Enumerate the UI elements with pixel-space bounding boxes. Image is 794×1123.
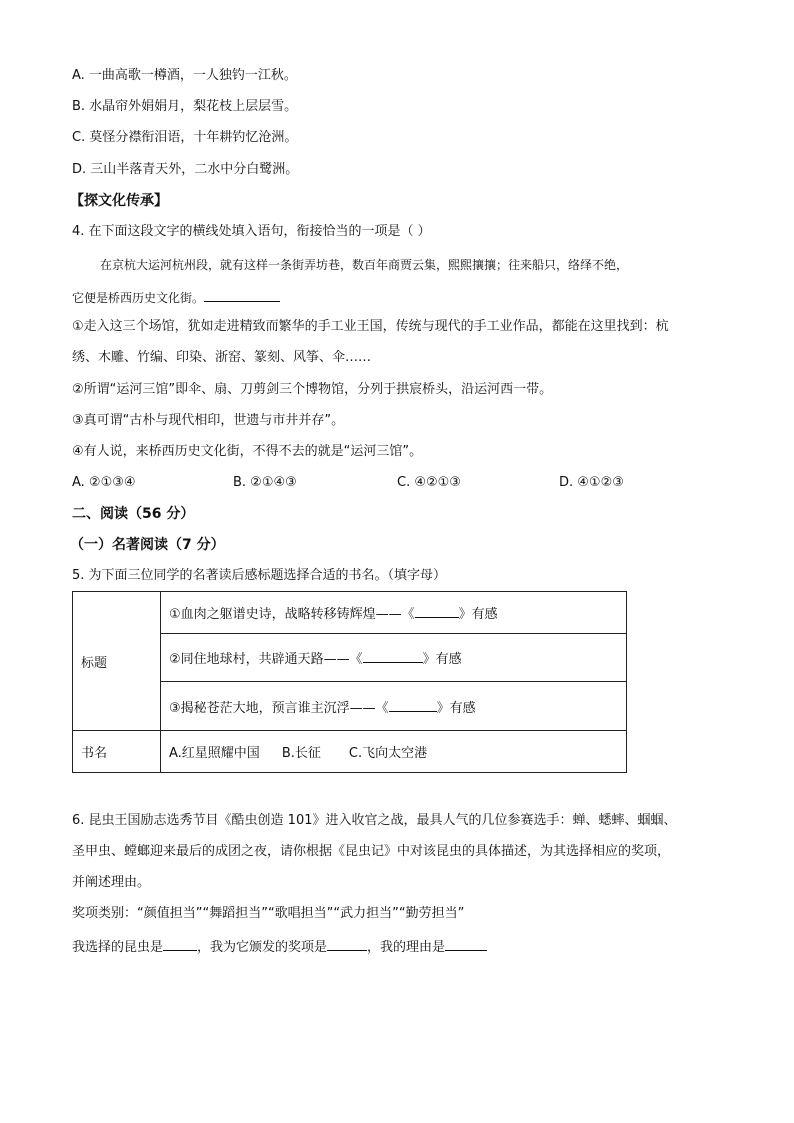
- q6-answer-line: [72, 936, 487, 957]
- q3-option-b: B. 水晶帘外娟娟月，梨花枝上层层雪。: [72, 99, 298, 114]
- answer-text-1: 我选择的昆虫是: [72, 940, 164, 955]
- title-2-before: ②同住地球村，共辟通天路——《: [169, 652, 363, 667]
- table-label-titles: 标题: [73, 592, 161, 731]
- q4-option-d: D. ④①②③: [559, 475, 624, 490]
- title-3-before: ③揭秘苍茫大地，预言谁主沉浮——《: [169, 700, 389, 716]
- q4-answer-blank: [204, 287, 280, 302]
- book-b: B.长征: [281, 746, 321, 761]
- title-cell-3: [161, 682, 627, 731]
- title-1-after: 》有感: [458, 607, 498, 622]
- title-cell-1: [161, 592, 627, 634]
- q5-stem: 5. 为下面三位同学的名著读后感标题选择合适的书名。（填字母）: [72, 568, 447, 583]
- table-row: [73, 731, 627, 773]
- title-3-after: 》有感: [436, 700, 476, 716]
- q3-option-d: D. 三山半落青天外，二水中分白鹭洲。: [72, 162, 299, 177]
- title-1-blank: [415, 603, 459, 618]
- title-cell-2: [161, 634, 627, 682]
- table-label-books: 书名: [73, 731, 161, 773]
- insect-blank: [163, 936, 197, 951]
- title-3-blank: [389, 697, 437, 712]
- q4-options-row: [72, 474, 672, 492]
- title-2-after: 》有感: [422, 652, 462, 667]
- books-cell: [161, 731, 627, 773]
- q4-passage-line1: 在京杭大运河杭州段，就有这样一条街弄坊巷，数百年商贾云集，熙熙攘攘；往来船只，络绎不绝，: [100, 258, 629, 272]
- q3-option-c: C. 莫怪分襟衔泪语，十年耕钓忆沧洲。: [72, 130, 298, 145]
- table-row: [73, 592, 627, 634]
- reason-blank: [445, 936, 487, 951]
- q4-passage-line2: [72, 287, 280, 307]
- q4-item1-line1: ①走入这三个场馆，犹如走进精致而繁华的手工业王国，传统与现代的手工业作品，都能在这里找到：杭: [72, 319, 669, 334]
- q6-line2: 圣甲虫、螳螂迎来最后的成团之夜，请你根据《昆虫记》中对该昆虫的具体描述，为其选择相应的奖项，: [72, 844, 671, 859]
- q5-book-table: [72, 591, 627, 773]
- section-culture-heading: 【探文化传承】: [70, 193, 168, 209]
- title-1-before: ①血肉之躯谱史诗，战略转移铸辉煌——《: [169, 607, 415, 622]
- q4-stem: 4. 在下面这段文字的横线处填入语句，衔接恰当的一项是（ ）: [72, 224, 431, 239]
- title-2-blank: [363, 648, 423, 663]
- q4-option-b: B. ②①④③: [233, 475, 297, 490]
- q6-line1: 6. 昆虫王国励志选秀节目《酷虫创造 101》进入收官之战，最具人气的几位参赛选手：蝉、蟋蟀、蝈蝈、: [72, 813, 677, 828]
- q4-item4: ④有人说，来桥西历史文化街，不得不去的就是“运河三馆”。: [72, 444, 423, 459]
- section-reading-heading: 二、阅读（56 分）: [72, 506, 195, 522]
- book-a: A.红星照耀中国: [169, 746, 260, 761]
- subsection-classics-heading: （一）名著阅读（7 分）: [70, 537, 225, 553]
- q4-item3: ③真可谓“古朴与现代相印，世遗与市井并存”。: [72, 413, 345, 428]
- q6-awards: 奖项类别：“颜值担当”“舞蹈担当”“歌唱担当”“武力担当”“勤劳担当”: [72, 906, 465, 921]
- q3-option-a: A. 一曲高歌一樽酒，一人独钓一江秋。: [72, 68, 297, 83]
- q4-item1-line2: 绣、木雕、竹编、印染、浙窑、篆刻、风筝、伞……: [72, 350, 372, 365]
- answer-text-3: ，我的理由是: [367, 940, 446, 955]
- answer-text-2: ，我为它颁发的奖项是: [197, 940, 328, 955]
- q4-option-a: A. ②①③④: [72, 475, 136, 490]
- q6-line3: 并阐述理由。: [72, 875, 151, 890]
- book-c: C.飞向太空港: [348, 746, 428, 761]
- q4-item2: ②所谓“运河三馆”即伞、扇、刀剪剑三个博物馆，分列于拱宸桥头，沿运河西一带。: [72, 382, 553, 397]
- q4-option-c: C. ④②①③: [397, 475, 461, 490]
- q4-passage-text: 它便是桥西历史文化街。: [72, 291, 205, 305]
- award-blank: [327, 936, 367, 951]
